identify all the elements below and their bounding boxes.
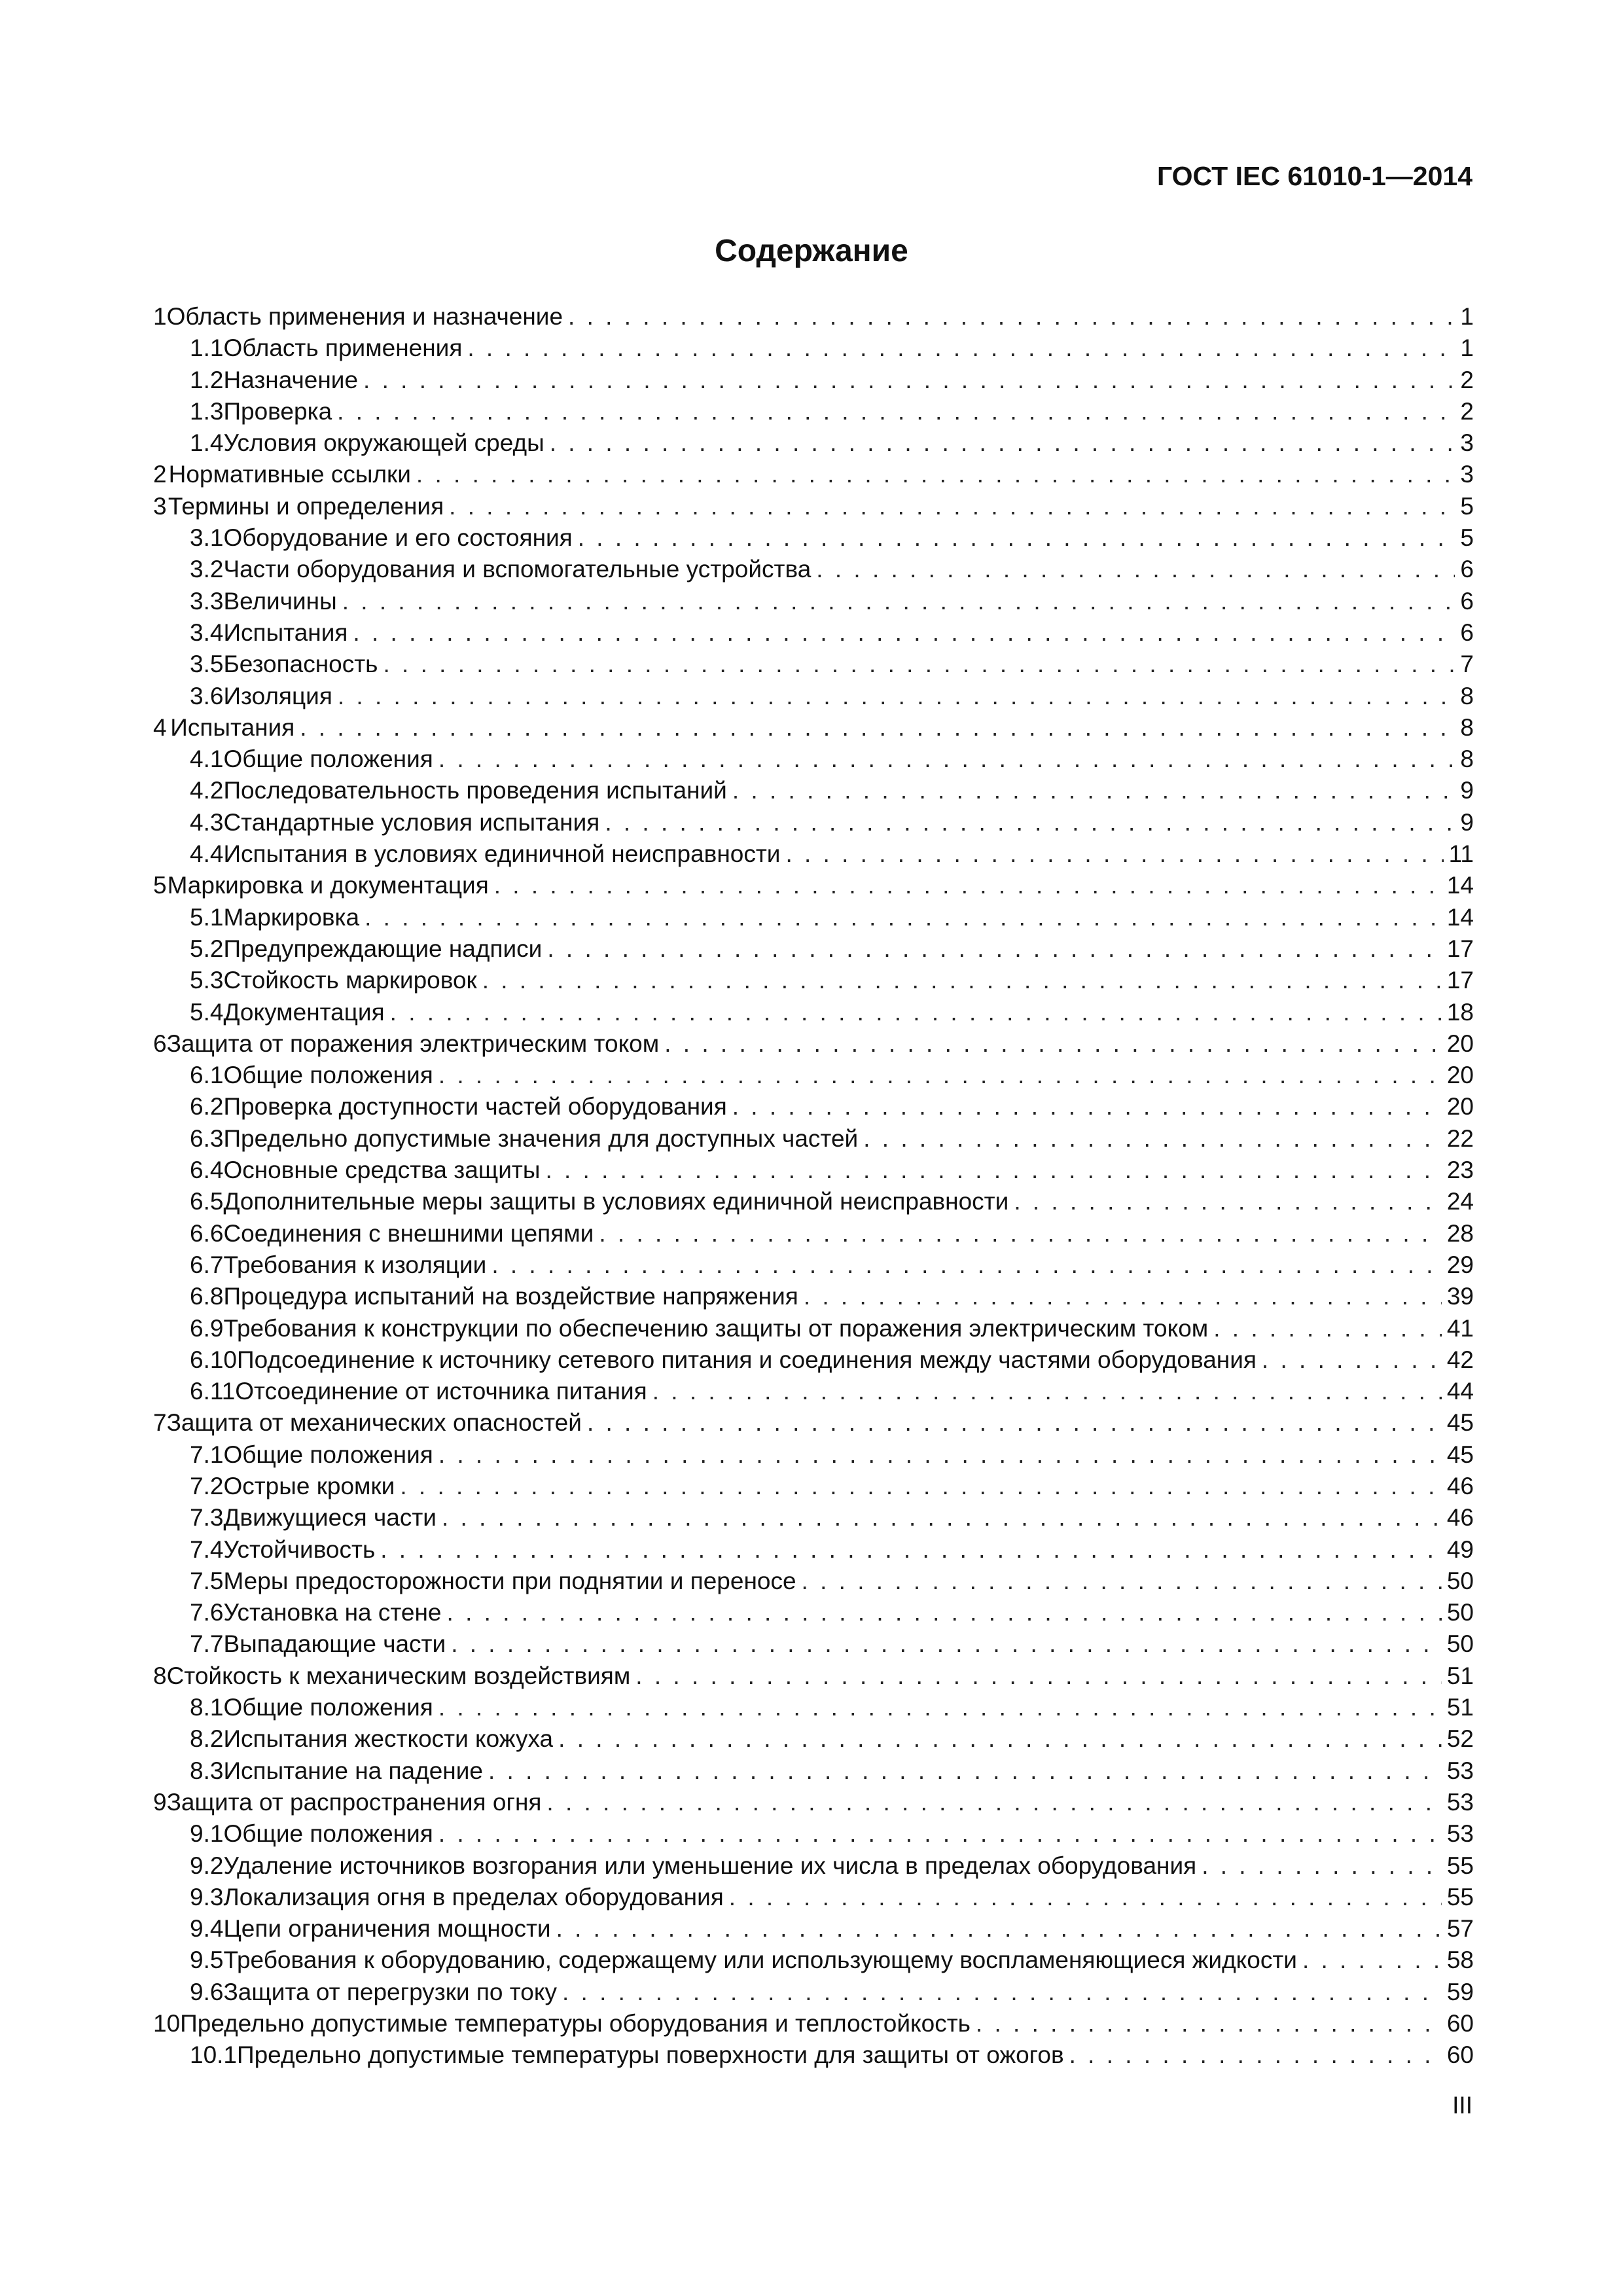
toc-entry-number: 2 xyxy=(153,461,167,488)
toc-entry-title: Изоляция xyxy=(223,682,332,709)
toc-entry-page: 3 xyxy=(1460,461,1474,488)
toc-entry-page: 42 xyxy=(1446,1346,1474,1373)
toc-entry xyxy=(153,1091,1474,1122)
toc-entry-title: Установка на стене xyxy=(223,1599,442,1626)
toc-entry-number: 7.7 xyxy=(190,1630,224,1658)
toc-entry-page: 50 xyxy=(1446,1599,1474,1626)
toc-entry-page: 9 xyxy=(1460,777,1474,804)
toc-entry-page: 5 xyxy=(1460,492,1474,520)
toc-entry xyxy=(153,902,1474,933)
toc-entry-title: Нормативные ссылки xyxy=(168,461,411,488)
dot-leader xyxy=(599,1218,1442,1249)
dot-leader xyxy=(390,997,1442,1028)
dot-leader xyxy=(729,1882,1442,1913)
toc-entry xyxy=(153,396,1474,427)
toc-entry-number: 10 xyxy=(153,2010,181,2037)
toc-entry-page: 55 xyxy=(1446,1852,1474,1879)
toc-entry-page: 8 xyxy=(1460,745,1474,773)
toc-entry-number: 6.10 xyxy=(190,1346,238,1373)
toc-entry-title: Защита от механических опасностей xyxy=(166,1409,582,1437)
toc-entry-number: 6.2 xyxy=(190,1093,224,1121)
toc-entry-page: 51 xyxy=(1446,1662,1474,1689)
toc-entry-page: 45 xyxy=(1446,1409,1474,1437)
dot-leader xyxy=(1202,1850,1442,1882)
dot-leader xyxy=(438,744,1455,775)
toc-entry-page: 11 xyxy=(1448,840,1474,868)
toc-entry-title: Область применения и назначение xyxy=(166,303,563,330)
toc-entry-title: Подсоединение к источнику сетевого питания и соединения между частями оборудования xyxy=(237,1346,1257,1373)
dot-leader xyxy=(342,586,1455,617)
toc-entry xyxy=(153,586,1474,617)
toc-entry-number: 1.2 xyxy=(190,366,224,393)
toc-entry-title: Защита от распространения огня xyxy=(166,1788,542,1816)
toc-entry xyxy=(153,1123,1474,1155)
dot-leader xyxy=(494,870,1442,901)
toc-entry-number: 6.8 xyxy=(190,1283,224,1310)
toc-entry-title: Выпадающие части xyxy=(223,1630,446,1658)
toc-entry-number: 7.1 xyxy=(190,1441,224,1468)
toc-entry-number: 3 xyxy=(153,492,167,520)
toc-entry-page: 53 xyxy=(1446,1820,1474,1848)
toc-entry xyxy=(153,1534,1474,1566)
toc-entry-number: 7.2 xyxy=(190,1472,224,1499)
dot-leader xyxy=(1302,1945,1442,1976)
toc-entry-page: 46 xyxy=(1446,1504,1474,1532)
toc-entry-title: Устойчивость xyxy=(223,1535,376,1563)
toc-entry xyxy=(153,301,1474,332)
toc-entry-number: 7 xyxy=(153,1409,167,1437)
toc-entry xyxy=(153,1281,1474,1312)
toc-entry xyxy=(153,1882,1474,1913)
toc-entry-title: Локализация огня в пределах оборудования xyxy=(223,1883,724,1910)
dot-leader xyxy=(438,1818,1442,1850)
toc-entry-page: 8 xyxy=(1460,682,1474,709)
toc-entry-number: 6.5 xyxy=(190,1188,224,1215)
toc-entry-title: Удаление источников возгорания или уменьшение их числа в пределах оборудования xyxy=(223,1852,1197,1879)
toc-entry-page: 18 xyxy=(1446,998,1474,1026)
toc-entry-title: Цепи ограничения мощности xyxy=(223,1915,551,1943)
page-number: III xyxy=(1452,2092,1472,2119)
toc-entry-title: Меры предосторожности при поднятии и переносе xyxy=(223,1567,796,1594)
toc-entry-page: 8 xyxy=(1460,713,1474,741)
toc-entry xyxy=(153,1660,1474,1692)
toc-entry-title: Предупреждающие надписи xyxy=(223,935,543,962)
toc-entry-number: 9.5 xyxy=(190,1946,224,1974)
toc-entry-page: 53 xyxy=(1446,1788,1474,1816)
toc-entry-page: 45 xyxy=(1446,1441,1474,1468)
toc-entry xyxy=(153,427,1474,459)
standard-designation: ГОСТ IEC 61010-1—2014 xyxy=(1156,161,1472,191)
dot-leader xyxy=(449,491,1455,522)
dot-leader xyxy=(550,427,1455,459)
dot-leader xyxy=(451,1628,1442,1660)
toc-entry xyxy=(153,1723,1474,1755)
toc-entry xyxy=(153,522,1474,554)
toc-entry-page: 52 xyxy=(1446,1725,1474,1753)
toc-entry-page: 46 xyxy=(1446,1472,1474,1499)
toc-entry-number: 8 xyxy=(153,1662,167,1689)
toc-entry xyxy=(153,365,1474,396)
toc-entry-title: Оборудование и его состояния xyxy=(223,524,573,552)
dot-leader xyxy=(605,807,1455,838)
toc-entry-number: 3.3 xyxy=(190,587,224,615)
toc-entry-page: 22 xyxy=(1446,1124,1474,1152)
toc-entry-number: 6.6 xyxy=(190,1219,224,1247)
dot-leader xyxy=(363,365,1455,396)
toc-entry-title: Требования к конструкции по обеспечению защиты от поражения электрическим током xyxy=(223,1314,1209,1342)
toc-entry-page: 6 xyxy=(1460,556,1474,583)
toc-entry-number: 5.3 xyxy=(190,967,224,994)
dot-leader xyxy=(1262,1344,1442,1376)
toc-entry-number: 1.1 xyxy=(190,334,224,362)
toc-entry xyxy=(153,933,1474,965)
dot-leader xyxy=(863,1123,1442,1155)
toc-entry-number: 9 xyxy=(153,1788,167,1816)
toc-entry xyxy=(153,965,1474,996)
toc-entry-page: 2 xyxy=(1460,397,1474,425)
dot-leader xyxy=(400,1471,1442,1502)
toc-entry-title: Стойкость к механическим воздействиям xyxy=(166,1662,631,1689)
toc-entry xyxy=(153,1850,1474,1882)
toc-entry-title: Стандартные условия испытания xyxy=(223,808,600,836)
dot-leader xyxy=(732,775,1455,806)
dot-leader xyxy=(578,522,1455,554)
toc-entry-number: 3.2 xyxy=(190,556,224,583)
dot-leader xyxy=(1014,1186,1442,1217)
toc-entry-title: Испытания xyxy=(223,619,348,646)
toc-entry xyxy=(153,1502,1474,1534)
toc-entry xyxy=(153,459,1474,490)
toc-entry-page: 59 xyxy=(1446,1978,1474,2005)
toc-entry xyxy=(153,1471,1474,1502)
dot-leader xyxy=(467,332,1455,364)
toc-entry xyxy=(153,870,1474,901)
toc-entry-title: Испытания жесткости кожуха xyxy=(223,1725,554,1753)
toc-entry-number: 10.1 xyxy=(190,2041,238,2069)
toc-entry-page: 6 xyxy=(1460,587,1474,615)
toc-entry-title: Назначение xyxy=(223,366,359,393)
toc-entry xyxy=(153,1218,1474,1249)
dot-leader xyxy=(491,1249,1442,1281)
toc-entry-page: 55 xyxy=(1446,1883,1474,1910)
toc-entry-title: Требования к изоляции xyxy=(223,1251,487,1278)
toc-entry-title: Процедура испытаний на воздействие напряжения xyxy=(223,1283,798,1310)
toc-entry-number: 8.1 xyxy=(190,1694,224,1721)
dot-leader xyxy=(338,681,1455,712)
toc-entry-page: 17 xyxy=(1446,967,1474,994)
dot-leader xyxy=(300,712,1455,744)
toc-entry xyxy=(153,1692,1474,1723)
toc-entry-number: 4.2 xyxy=(190,777,224,804)
toc-entry-number: 6.7 xyxy=(190,1251,224,1278)
toc-entry-number: 9.1 xyxy=(190,1820,224,1848)
toc-entry xyxy=(153,1249,1474,1281)
toc-entry-page: 3 xyxy=(1460,429,1474,457)
toc-entry-number: 9.3 xyxy=(190,1883,224,1910)
dot-leader xyxy=(558,1723,1442,1755)
toc-entry-number: 7.3 xyxy=(190,1504,224,1532)
toc-entry-page: 1 xyxy=(1460,334,1474,362)
toc-entry-title: Общие положения xyxy=(223,1441,433,1468)
toc-entry-title: Движущиеся части xyxy=(223,1504,437,1532)
toc-entry-number: 3.5 xyxy=(190,651,224,678)
toc-entry-number: 7.6 xyxy=(190,1599,224,1626)
toc-entry-page: 60 xyxy=(1446,2010,1474,2037)
toc-entry-number: 1 xyxy=(153,303,167,330)
toc-entry-page: 7 xyxy=(1460,651,1474,678)
toc-entry xyxy=(153,332,1474,364)
toc-entry-title: Проверка xyxy=(223,397,332,425)
toc-entry-title: Испытания xyxy=(170,713,295,741)
toc-entry-title: Проверка доступности частей оборудования xyxy=(223,1093,727,1121)
toc-entry-page: 60 xyxy=(1446,2041,1474,2069)
toc-entry-title: Испытание на падение xyxy=(223,1757,483,1784)
toc-entry-number: 4.3 xyxy=(190,808,224,836)
toc-entry-page: 23 xyxy=(1446,1157,1474,1184)
toc-title: Содержание xyxy=(715,234,908,268)
toc-entry-page: 50 xyxy=(1446,1567,1474,1594)
toc-entry-page: 1 xyxy=(1460,303,1474,330)
toc-entry xyxy=(153,1439,1474,1471)
dot-leader xyxy=(976,2008,1442,2039)
toc-entry-title: Общие положения xyxy=(223,1820,433,1848)
dot-leader xyxy=(732,1091,1442,1122)
dot-leader xyxy=(547,933,1441,965)
toc-entry-number: 3.6 xyxy=(190,682,224,709)
dot-leader xyxy=(438,1060,1442,1091)
toc-entry-title: Общие положения xyxy=(223,1062,433,1089)
toc-entry-title: Предельно допустимые температуры поверхности для защиты от ожогов xyxy=(237,2041,1064,2069)
toc-entry xyxy=(153,2039,1474,2071)
toc-entry-number: 1.4 xyxy=(190,429,224,457)
toc-entry-title: Стойкость маркировок xyxy=(223,967,477,994)
toc-entry-number: 7.5 xyxy=(190,1567,224,1594)
toc-entry xyxy=(153,1313,1474,1344)
dot-leader xyxy=(546,1787,1441,1818)
toc-entry-number: 5.1 xyxy=(190,903,224,931)
dot-leader xyxy=(664,1028,1442,1060)
dot-leader xyxy=(562,1977,1442,2008)
toc-entry xyxy=(153,2008,1474,2039)
toc-entry-number: 8.2 xyxy=(190,1725,224,1753)
toc-entry-number: 6.3 xyxy=(190,1124,224,1152)
toc-entry xyxy=(153,1186,1474,1217)
toc-entry xyxy=(153,1945,1474,1976)
toc-entry-number: 9.2 xyxy=(190,1852,224,1879)
toc-entry-page: 29 xyxy=(1446,1251,1474,1278)
toc-entry-number: 5.2 xyxy=(190,935,224,962)
dot-leader xyxy=(416,459,1455,490)
dot-leader xyxy=(447,1597,1442,1628)
toc-entry-title: Документация xyxy=(223,998,385,1026)
toc-entry-page: 41 xyxy=(1446,1314,1474,1342)
toc-entry-page: 20 xyxy=(1446,1062,1474,1089)
dot-leader xyxy=(556,1913,1442,1945)
toc-entry-page: 28 xyxy=(1446,1219,1474,1247)
toc-entry xyxy=(153,1597,1474,1628)
toc-entry xyxy=(153,617,1474,649)
toc-entry xyxy=(153,1628,1474,1660)
toc-entry-title: Последовательность проведения испытаний xyxy=(223,777,727,804)
toc-entry-number: 4 xyxy=(153,713,167,741)
toc-entry-title: Отсоединение от источника питания xyxy=(235,1378,647,1405)
dot-leader xyxy=(785,838,1443,870)
toc-entry xyxy=(153,775,1474,806)
toc-entry-title: Величины xyxy=(223,587,337,615)
toc-entry-title: Термины и определения xyxy=(168,492,444,520)
toc-entry-title: Условия окружающей среды xyxy=(223,429,544,457)
toc-entry-page: 24 xyxy=(1446,1188,1474,1215)
toc-entry xyxy=(153,744,1474,775)
toc-entry xyxy=(153,1913,1474,1945)
toc-entry-page: 20 xyxy=(1446,1030,1474,1057)
toc-entry-number: 6.4 xyxy=(190,1157,224,1184)
toc-entry-title: Маркировка и документация xyxy=(167,872,489,899)
toc-entry-title: Безопасность xyxy=(223,651,378,678)
toc-entry-title: Защита от перегрузки по току xyxy=(223,1978,557,2005)
toc-entry xyxy=(153,554,1474,585)
toc-entry-number: 7.4 xyxy=(190,1535,224,1563)
dot-leader xyxy=(488,1755,1442,1787)
toc-entry xyxy=(153,1344,1474,1376)
dot-leader xyxy=(438,1692,1442,1723)
toc-entry-number: 5.4 xyxy=(190,998,224,1026)
toc-entry xyxy=(153,1028,1474,1060)
toc-entry xyxy=(153,1407,1474,1439)
toc-entry-page: 20 xyxy=(1446,1093,1474,1121)
toc-entry xyxy=(153,838,1474,870)
toc-entry-page: 2 xyxy=(1460,366,1474,393)
toc-entry-number: 8.3 xyxy=(190,1757,224,1784)
toc-entry-title: Требования к оборудованию, содержащему или использующему воспламеняющиеся жидкости xyxy=(223,1946,1297,1974)
toc-entry-number: 4.4 xyxy=(190,840,224,868)
toc-entry-title: Острые кромки xyxy=(223,1472,395,1499)
dot-leader xyxy=(652,1376,1442,1407)
toc-entry-page: 17 xyxy=(1446,935,1474,962)
dot-leader xyxy=(816,554,1455,585)
dot-leader xyxy=(365,902,1442,933)
dot-leader xyxy=(1069,2039,1442,2071)
dot-leader xyxy=(380,1534,1442,1566)
toc-entry xyxy=(153,681,1474,712)
toc-entry-number: 1.3 xyxy=(190,397,224,425)
dot-leader xyxy=(442,1502,1442,1534)
toc-entry xyxy=(153,1060,1474,1091)
toc-entry xyxy=(153,997,1474,1028)
toc-entry-title: Основные средства защиты xyxy=(223,1157,541,1184)
toc-entry-title: Соединения с внешними цепями xyxy=(223,1219,594,1247)
toc-entry-page: 50 xyxy=(1446,1630,1474,1658)
toc-entry-number: 3.1 xyxy=(190,524,224,552)
toc-entry-page: 14 xyxy=(1446,872,1474,899)
toc-entry-page: 9 xyxy=(1460,808,1474,836)
toc-entry-number: 6.9 xyxy=(190,1314,224,1342)
toc-entry-title: Область применения xyxy=(223,334,463,362)
toc-entry xyxy=(153,1566,1474,1597)
toc-entry xyxy=(153,1376,1474,1407)
toc-entry xyxy=(153,712,1474,744)
dot-leader xyxy=(383,649,1455,680)
dot-leader xyxy=(802,1566,1442,1597)
toc-entry-number: 5 xyxy=(153,872,167,899)
toc-entry-title: Предельно допустимые температуры оборудования и теплостойкость xyxy=(180,2010,971,2037)
toc-entry-page: 53 xyxy=(1446,1757,1474,1784)
toc-entry-page: 39 xyxy=(1446,1283,1474,1310)
dot-leader xyxy=(804,1281,1442,1312)
dot-leader xyxy=(438,1439,1442,1471)
toc-entry xyxy=(153,1818,1474,1850)
toc-entry-number: 4.1 xyxy=(190,745,224,773)
toc-entry-title: Маркировка xyxy=(223,903,360,931)
toc-entry-number: 6.11 xyxy=(190,1378,236,1405)
toc-entry-page: 57 xyxy=(1446,1915,1474,1943)
toc-entry xyxy=(153,1787,1474,1818)
toc-entry-page: 14 xyxy=(1446,903,1474,931)
toc-entry xyxy=(153,649,1474,680)
toc-entry-page: 6 xyxy=(1460,619,1474,646)
toc-entry xyxy=(153,1755,1474,1787)
toc-entry-title: Испытания в условиях единичной неисправности xyxy=(223,840,781,868)
toc-entry-page: 51 xyxy=(1446,1694,1474,1721)
dot-leader xyxy=(353,617,1455,649)
toc-entry-page: 44 xyxy=(1446,1378,1474,1405)
toc-entry xyxy=(153,491,1474,522)
table-of-contents xyxy=(153,301,1474,2072)
toc-entry-title: Предельно допустимые значения для доступных частей xyxy=(223,1124,859,1152)
dot-leader xyxy=(587,1407,1442,1439)
toc-entry-title: Общие положения xyxy=(223,745,433,773)
toc-entry xyxy=(153,1977,1474,2008)
toc-entry-number: 3.4 xyxy=(190,619,224,646)
toc-entry-title: Дополнительные меры защиты в условиях единичной неисправности xyxy=(223,1188,1009,1215)
toc-entry xyxy=(153,1155,1474,1186)
toc-entry-page: 5 xyxy=(1460,524,1474,552)
toc-entry-page: 49 xyxy=(1446,1535,1474,1563)
dot-leader xyxy=(635,1660,1442,1692)
dot-leader xyxy=(482,965,1442,996)
toc-entry-title: Части оборудования и вспомогательные устройства xyxy=(223,556,812,583)
toc-entry-number: 9.4 xyxy=(190,1915,224,1943)
dot-leader xyxy=(1213,1313,1442,1344)
dot-leader xyxy=(337,396,1455,427)
toc-entry-number: 6 xyxy=(153,1030,167,1057)
toc-entry-page: 58 xyxy=(1446,1946,1474,1974)
toc-entry-title: Общие положения xyxy=(223,1694,433,1721)
dot-leader xyxy=(545,1155,1441,1186)
dot-leader xyxy=(568,301,1455,332)
toc-entry-number: 9.6 xyxy=(190,1978,224,2005)
toc-entry-title: Защита от поражения электрическим током xyxy=(166,1030,660,1057)
toc-entry xyxy=(153,807,1474,838)
toc-entry-number: 6.1 xyxy=(190,1062,224,1089)
